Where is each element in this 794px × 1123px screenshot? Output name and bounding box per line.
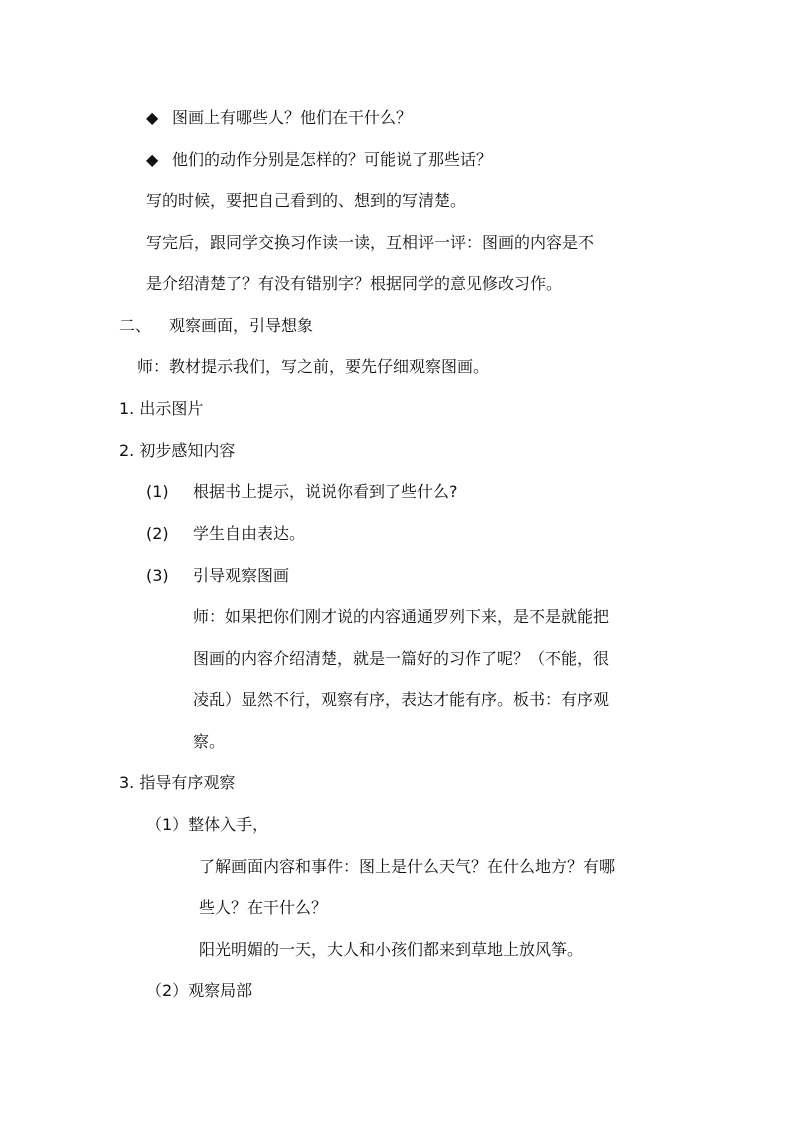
- list-item: 3. 指导有序观察: [119, 773, 236, 792]
- diamond-bullet-icon: ◆: [146, 150, 159, 169]
- bullet-text: 图画上有哪些人？他们在干什么？: [172, 108, 413, 127]
- bullet-text: 他们的动作分别是怎样的？可能说了那些话？: [172, 150, 493, 169]
- sub-list-item: [146, 565, 289, 587]
- teacher-line: 师：教材提示我们，写之前，要先仔细观察图画。: [137, 357, 490, 376]
- sub-list-item: [146, 523, 305, 545]
- teacher-paragraph-line: 图画的内容介绍清楚，就是一篇好的习作了呢？（不能，很: [193, 649, 610, 668]
- teacher-paragraph-line: 师：如果把你们刚才说的内容通通罗列下来，是不是就能把: [193, 607, 610, 626]
- guide-line: 了解画面内容和事件：图上是什么天气？在什么地方？有哪: [199, 857, 616, 876]
- paragraph-line: 写完后，跟同学交换习作读一读，互相评一评：图画的内容是不: [146, 233, 595, 252]
- diamond-bullet-icon: ◆: [146, 108, 159, 127]
- section-number: 二、: [119, 316, 152, 335]
- list-item: 2. 初步感知内容: [119, 441, 236, 460]
- guide-line: 些人？在干什么？: [199, 898, 328, 917]
- sub-list-item: [146, 481, 458, 503]
- teacher-paragraph-line: 凌乱）显然不行，观察有序，表达才能有序。板书：有序观: [193, 690, 610, 709]
- guide-label: （1）整体入手，: [146, 815, 269, 834]
- bullet-item: [146, 149, 492, 171]
- sub-item-number: (3): [146, 566, 169, 585]
- sub-item-text: 学生自由表达。: [193, 524, 306, 543]
- sub-item-number: (1): [146, 482, 169, 501]
- sub-item-text: 根据书上提示，说说你看到了些什么?: [193, 482, 458, 501]
- paragraph: 写的时候，要把自己看到的、想到的写清楚。: [146, 191, 467, 210]
- paragraph-line: 是介绍清楚了？有没有错别字？根据同学的意见修改习作。: [146, 274, 563, 293]
- sub-item-text: 引导观察图画: [193, 566, 290, 585]
- sub-item-number: (2): [146, 524, 169, 543]
- bullet-item: [146, 107, 412, 129]
- section-title: 观察画面，引导想象: [169, 316, 314, 335]
- guide-answer: 阳光明媚的一天，大人和小孩们都来到草地上放风筝。: [199, 940, 584, 959]
- list-item: 1. 出示图片: [119, 399, 204, 418]
- teacher-paragraph-line: 察。: [193, 732, 226, 751]
- guide-label: （2）观察局部: [146, 981, 253, 1000]
- section-heading: [119, 315, 313, 337]
